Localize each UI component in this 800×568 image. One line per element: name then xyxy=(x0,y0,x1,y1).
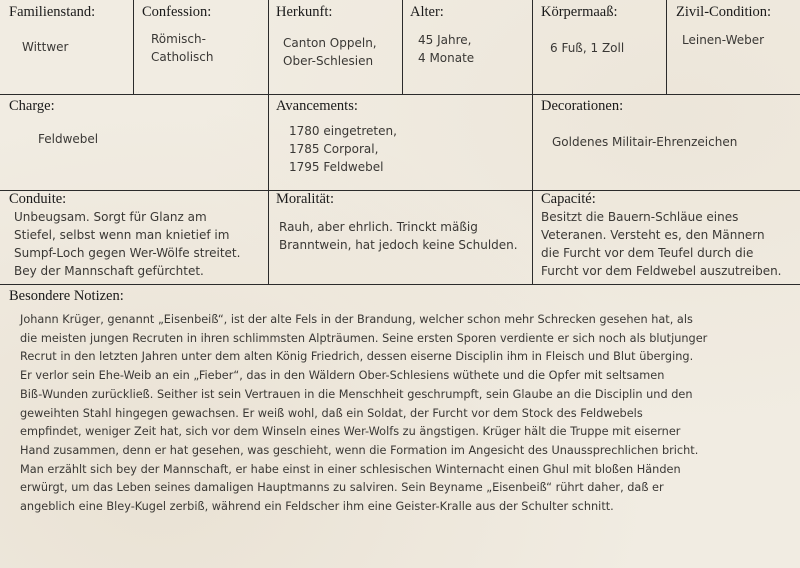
divider xyxy=(0,94,800,95)
koerpermaass-label: Körpermaaß: xyxy=(541,4,618,20)
notes-line: Man erzählt sich bey der Mannschaft, er habe einst in einer schlesischen Winternacht einen Ghul mit bloßen Händen xyxy=(20,462,681,476)
herkunft-value-line: Canton Oppeln, xyxy=(283,36,377,50)
herkunft-value-line: Ober-Schlesien xyxy=(283,54,374,68)
moralitaet-value-line: Branntwein, hat jedoch keine Schulden. xyxy=(279,238,518,252)
confession-value-line: Römisch- xyxy=(151,32,206,46)
notes-line: Biß-Wunden zurückließ. Seither ist sein Vertrauen in die Menschheit geschrumpft, sein Glaube an die Disciplin und den xyxy=(20,387,693,401)
familienstand-label: Familienstand: xyxy=(9,4,96,20)
notes-line: die meisten jungen Recruten in ihren schlimmsten Alpträumen. Seine ersten Sporen verdiente er sich noch als blutjunger xyxy=(20,331,708,345)
capacite-value-line: Besitzt die Bauern-Schläue eines xyxy=(541,210,739,224)
notes-line: Hand zusammen, denn er hat gesehen, was geschieht, wenn die Formation im Angesicht des Unaussprechlichen bricht. xyxy=(20,443,699,457)
conduite-value-line: Unbeugsam. Sorgt für Glanz am xyxy=(14,210,207,224)
decorationen-value: Goldenes Militair-Ehrenzeichen xyxy=(552,135,738,149)
besondere-notizen-label: Besondere Notizen: xyxy=(9,288,124,304)
zivil-condition-label: Zivil-Condition: xyxy=(676,4,772,20)
charge-value: Feldwebel xyxy=(38,132,99,146)
avancements-value-line: 1795 Feldwebel xyxy=(289,160,384,174)
confession-value-line: Catholisch xyxy=(151,50,214,64)
divider xyxy=(532,0,533,284)
charge-label: Charge: xyxy=(9,98,55,114)
familienstand-value: Wittwer xyxy=(22,40,69,54)
avancements-value-line: 1785 Corporal, xyxy=(289,142,379,156)
herkunft-label: Herkunft: xyxy=(276,4,333,20)
divider xyxy=(133,0,134,94)
divider xyxy=(0,284,800,285)
capacite-value-line: Veteranen. Versteht es, den Männern xyxy=(541,228,765,242)
notes-line: Er verlor sein Ehe-Weib an ein „Fieber“, das in den Wäldern Ober-Schlesiens wüthete und die Opfer mit seltsamen xyxy=(20,369,665,383)
besondere-notizen-text xyxy=(20,311,790,517)
decorationen-label: Decorationen: xyxy=(541,98,624,114)
alter-label: Alter: xyxy=(410,4,444,20)
avancements-value-line: 1780 eingetreten, xyxy=(289,124,397,138)
avancements-label: Avancements: xyxy=(276,98,358,114)
conduite-value-line: Bey der Mannschaft gefürchtet. xyxy=(14,264,204,278)
conduite-value-line: Stiefel, selbst wenn man knietief im xyxy=(14,228,230,242)
conduite-label: Conduite: xyxy=(9,191,67,207)
alter-value-line: 45 Jahre, xyxy=(418,33,472,47)
notes-line: angeblich eine Bley-Kugel zerbiß, während ein Feldscher ihm eine Geister-Kralle aus der Schulter schnitt. xyxy=(20,500,614,514)
notes-line: geweihten Stahl hingegen gewachsen. Er weiß wohl, daß ein Soldat, der Furcht vor dem Stock des Feldwebels xyxy=(20,406,643,420)
divider xyxy=(402,0,403,94)
divider xyxy=(666,0,667,94)
zivil-condition-value: Leinen-Weber xyxy=(682,33,765,47)
koerpermaass-value: 6 Fuß, 1 Zoll xyxy=(550,41,625,55)
conduite-value-line: Sumpf-Loch gegen Wer-Wölfe streitet. xyxy=(14,246,241,260)
notes-line: erwürgt, um das Leben seines damaligen Hauptmanns zu salviren. Sein Beyname „Eisenbeiß“ rührt daher, daß er xyxy=(20,481,664,495)
moralitaet-label: Moralität: xyxy=(276,191,334,207)
divider xyxy=(268,0,269,284)
divider xyxy=(0,190,800,191)
capacite-value-line: die Furcht vor dem Teufel durch die xyxy=(541,246,754,260)
notes-line: Recrut in den letzten Jahren unter dem alten König Friedrich, dessen eiserne Disciplin ihm in Fleisch und Blut überging. xyxy=(20,350,694,364)
notes-line: empfindet, weniger Zeit hat, sich vor dem Winseln eines Wer-Wolfs zu ängstigen. Krüger hält die Truppe mit eiserner xyxy=(20,425,681,439)
notes-line: Johann Krüger, genannt „Eisenbeiß“, ist der alte Fels in der Brandung, welcher schon mehr Schrecken gesehen hat, als xyxy=(20,313,693,326)
capacite-label: Capacité: xyxy=(541,191,596,207)
capacite-value-line: Furcht vor dem Feldwebel auszutreiben. xyxy=(541,264,782,278)
moralitaet-value-line: Rauh, aber ehrlich. Trinckt mäßig xyxy=(279,220,478,234)
confession-label: Confession: xyxy=(142,4,212,20)
alter-value-line: 4 Monate xyxy=(418,51,475,65)
